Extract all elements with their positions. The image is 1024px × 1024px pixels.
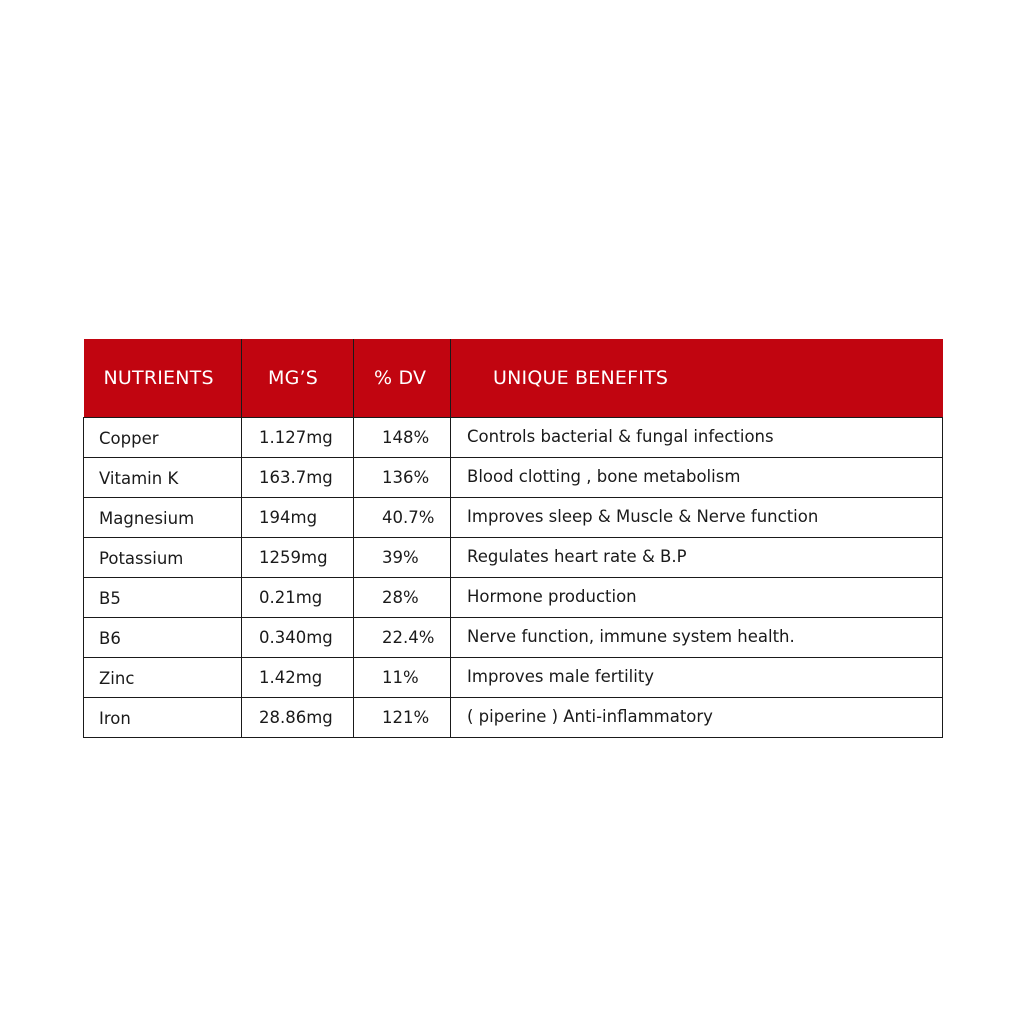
header-nutrients: NUTRIENTS: [84, 339, 242, 418]
benefit-cell: Nerve function, immune system health.: [451, 618, 943, 658]
nutrient-cell: Zinc: [84, 658, 242, 698]
dv-cell: 148%: [354, 418, 451, 458]
table-row: [84, 498, 943, 538]
mg-cell: 1.42mg: [242, 658, 354, 698]
dv-cell: 39%: [354, 538, 451, 578]
dv-cell: 40.7%: [354, 498, 451, 538]
mg-cell: 0.340mg: [242, 618, 354, 658]
header-benefits: UNIQUE BENEFITS: [451, 339, 943, 418]
mg-cell: 163.7mg: [242, 458, 354, 498]
header-mgs: MG’S: [242, 339, 354, 418]
mg-cell: 1259mg: [242, 538, 354, 578]
mg-cell: 28.86mg: [242, 698, 354, 738]
nutrient-cell: B5: [84, 578, 242, 618]
dv-cell: 121%: [354, 698, 451, 738]
table-body: [84, 418, 943, 738]
mg-cell: 1.127mg: [242, 418, 354, 458]
benefit-cell: Blood clotting , bone metabolism: [451, 458, 943, 498]
nutrient-cell: B6: [84, 618, 242, 658]
benefit-cell: Regulates heart rate & B.P: [451, 538, 943, 578]
mg-cell: 194mg: [242, 498, 354, 538]
nutrient-cell: Iron: [84, 698, 242, 738]
nutrient-cell: Potassium: [84, 538, 242, 578]
nutrient-cell: Magnesium: [84, 498, 242, 538]
nutrient-table: [83, 339, 943, 738]
dv-cell: 136%: [354, 458, 451, 498]
table-row: [84, 458, 943, 498]
table-row: [84, 698, 943, 738]
nutrient-cell: Vitamin K: [84, 458, 242, 498]
table-row: [84, 538, 943, 578]
benefit-cell: Improves male fertility: [451, 658, 943, 698]
header-row: [84, 339, 943, 418]
benefit-cell: Improves sleep & Muscle & Nerve function: [451, 498, 943, 538]
nutrient-cell: Copper: [84, 418, 242, 458]
table-row: [84, 418, 943, 458]
benefit-cell: Hormone production: [451, 578, 943, 618]
table-row: [84, 618, 943, 658]
table-row: [84, 578, 943, 618]
header-dv: % DV: [354, 339, 451, 418]
benefit-cell: Controls bacterial & fungal infections: [451, 418, 943, 458]
dv-cell: 22.4%: [354, 618, 451, 658]
table-row: [84, 658, 943, 698]
table-header: [84, 339, 943, 418]
dv-cell: 11%: [354, 658, 451, 698]
mg-cell: 0.21mg: [242, 578, 354, 618]
dv-cell: 28%: [354, 578, 451, 618]
benefit-cell: ( piperine ) Anti-inflammatory: [451, 698, 943, 738]
